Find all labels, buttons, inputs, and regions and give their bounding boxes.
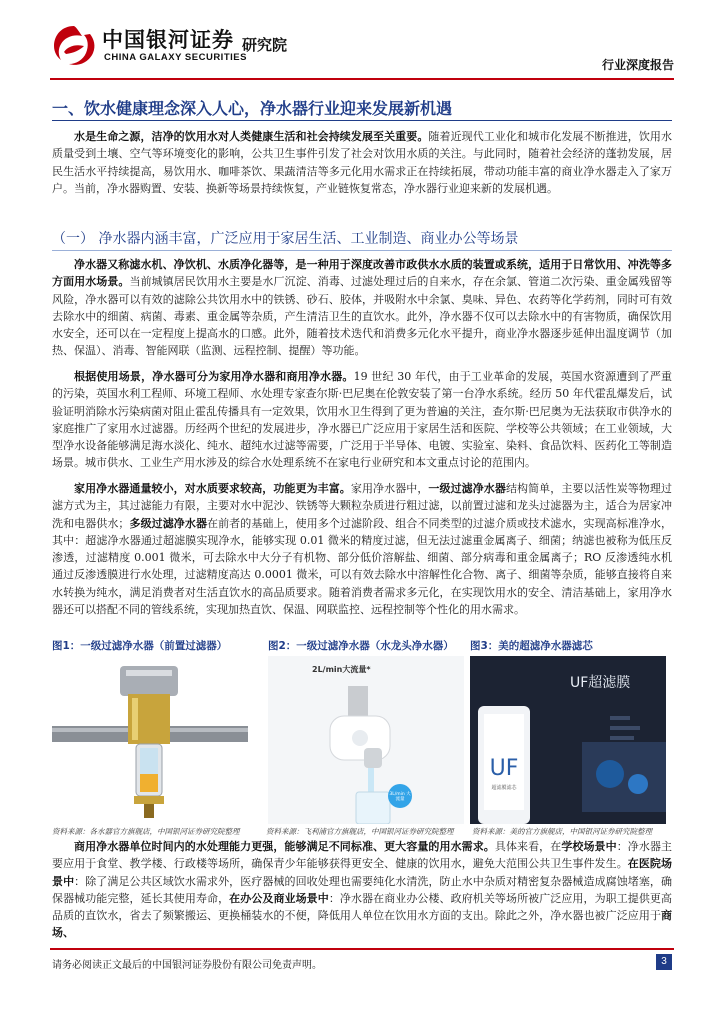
company-name-cn: 中国银河证券 <box>102 28 234 52</box>
paragraph-commercial <box>52 838 672 942</box>
paragraph-commercial-bold2: 学校场景中 <box>561 840 617 853</box>
footer-disclaimer: 请务必阅读正文最后的中国银河证券股份有限公司免责声明。 <box>52 960 322 971</box>
header-divider <box>50 78 674 80</box>
report-type: 行业深度报告 <box>601 58 674 72</box>
figure3-label: 图3：美的超滤净水器滤芯 <box>470 640 593 652</box>
faucet-filter-illustration <box>268 656 464 824</box>
paragraph-history <box>52 368 672 472</box>
paragraph-commercial-text1: 具体来看，在 <box>494 840 562 853</box>
paragraph-household-bold2: 一级过滤净水器 <box>428 482 506 495</box>
page-header <box>50 18 674 76</box>
paragraph-intro-lead: 水是生命之源，洁净的饮用水对人类健康生活和社会持续发展至关重要。 <box>74 130 429 143</box>
paragraph-commercial-lead: 商用净水器单位时间内的水处理能力更强，能够满足不同标准、更大容量的用水需求。 <box>74 840 495 853</box>
paragraph-household-lead: 家用净水器通量较小，对水质要求较高，功能更为丰富。 <box>74 482 351 495</box>
figure2-image <box>268 656 464 824</box>
subsection-title: （一） 净水器内涵丰富，广泛应用于家居生活、工业制造、商业办公等场景 <box>52 231 519 247</box>
figure2-flow-badge: 3L/min 大流量 <box>389 792 411 802</box>
paragraph-household-bold3: 多级过滤净水器 <box>129 516 208 530</box>
paragraph-definition-lead: 净水器又称滤水机、净饮机、水质净化器等，是一种用于深度改善市政供水水质的装置或系统，适用于日常饮用、冲洗等多方面用水场景。 <box>52 258 672 289</box>
paragraph-commercial-bold4: 在办公及商业场景中 <box>229 891 329 905</box>
paragraph-intro <box>52 128 672 197</box>
page-number: 3 <box>656 954 672 970</box>
figure1-image <box>52 656 248 824</box>
institute-label: 研究院 <box>242 36 288 54</box>
paragraph-history-body: 19 世纪 30 年代，由于工业革命的发展，英国水资源遭到了严重的污染，英国水利工程师、环境工程师、水处理专家查尔斯·巴尼奥在伦敦安装了第一台净水系统。经历 50 年代霍乱爆发后，试验证明消除水污染病菌对阻止霍乱传播具有一定效果，饮用水卫生得到了更为普遍的关注，查尔斯·巴尼奥为无法获取市供净水的家庭推广了家用水过滤器。历经两个世纪的发展进步，净水器已广泛应用于家居生活和医院、学校等公共领域；在工业领域，大型净水设备能够满足海水淡化、纯水、超纯水过滤等需要，广泛用于半导体、电镀、实验室、染料、食品饮料、医药化工等制造场景。城市供水、工业生产用水涉及的综合水处理系统不在家电行业研究和本文重点讨论的范围内。 <box>52 370 673 470</box>
company-name-en: CHINA GALAXY SECURITIES <box>104 52 247 63</box>
figure3-source: 资料来源：美的官方旗舰店，中国银河证券研究院整理 <box>472 827 652 836</box>
paragraph-household <box>52 480 672 618</box>
paragraph-history-lead: 根据使用场景，净水器可分为家用净水器和商用净水器。 <box>74 370 354 383</box>
prefilter-illustration <box>52 656 248 824</box>
figure2-caption-text: 2L/min大流量* <box>312 665 371 674</box>
footer-divider <box>50 948 674 950</box>
figure3-title-text: UF超滤膜 <box>570 675 631 691</box>
figure1-source: 资料来源：各水器官方旗舰店，中国银河证券研究院整理 <box>52 827 240 836</box>
figure3-uf-text: UF <box>489 756 519 781</box>
paragraph-definition <box>52 256 672 360</box>
uf-membrane-illustration <box>470 656 666 824</box>
paragraph-intro-body: 随着近现代工业化和城市化发展不断推进，饮用水质量受到土壤、空气等环境变化的影响，公共卫生事件引发了社会对饮用水质的关注。与此同时，随着社会经济的蓬勃发展，居民生活水平持续提高，易饮用水、咖啡茶饮、果蔬清洁等多元化用水需求正在持续拓展，带动功能丰富的商业净水器走入了家万户。当前，净水器购置、安装、换新等场景持续恢复，产业链恢复常态，净水器行业迎来新的发展机遇。 <box>52 130 673 195</box>
figure1-label: 图1：一级过滤净水器（前置过滤器） <box>52 640 228 652</box>
paragraph-commercial-bold3: 在医院场景中 <box>52 857 672 888</box>
paragraph-household-text3: 在前者的基础上，使用多个过滤阶段、组合不同类型的过滤介质或技术滤水，实现高标准净水，其中：超滤净水器通过超滤膜实现净水，能够实现 0.01 微米的精度过滤，但无法过滤重金属离子、细菌；纳滤也被称为低压反渗透，过滤精度 0.001 微米，可去除水中大分子有机物、部分低价溶解盐、细菌、部分病毒和重金属离子；RO 反渗透纯水机通过反渗透膜进行水处理，过滤精度高达 0.0001 微米，可以有效去除水中溶解性化合物、离子、细菌等杂质，能够直接将自来水转换为纯水，满足消费者对生活直饮水的高品质要求。随着消费者需求多元化，在实现饮用水的安全、清洁基础上，家用净水器还可以搭配不同的管线系统，实现加热直饮、保温、网联监控、远程控制等个性化的用水需求。 <box>52 516 673 617</box>
paragraph-commercial-text3: ：除了满足公共区域饮水需求外，医疗器械的回收处理也需要纯化水清洗，防止水中杂质对精密复杂器械造成腐蚀堵塞，确保器械功能完整，延长其使用寿命， <box>52 874 673 905</box>
galaxy-logo-icon <box>50 22 98 70</box>
subsection-divider <box>52 250 672 251</box>
paragraph-definition-body: 当前城镇居民饮用水主要是水厂沉淀、消毒、过滤处理过后的自来水，存在余氯、管道二次污染、重金属残留等风险，净水器可以有效的滤除公共饮用水中的铁锈、砂石、胶体，并吸附水中余氯、臭味、异色、农药等化学药剂，同时可有效去除水中的细菌、病菌、毒素、重金属等杂质，产生清洁卫生的直饮水。此外，净水器不仅可以去除水中的有害物质，确保饮用水安全，还可以在一定程度上提高水的口感。此外，随着技术迭代和消费多元化水平提升，商业净水器逐步延伸出温度调节（加热、保温）、消毒、智能网联（监测、远程控制、提醒）等功能。 <box>52 275 673 358</box>
paragraph-commercial-text2: ：净水器主要应用于食堂、教学楼、行政楼等场所，确保青少年能够获得更安全、健康的饮用水，避免大范围公共卫生事件发生。 <box>52 840 673 871</box>
figure2-label: 图2：一级过滤净水器（水龙头净水器） <box>268 640 454 652</box>
section-title: 一、饮水健康理念深入人心，净水器行业迎来发展新机遇 <box>52 99 453 118</box>
section-divider <box>52 120 672 121</box>
paragraph-household-text2: 结构简单，主要以活性炭等物理过滤方式为主，其过滤能力有限，主要对水中泥沙、铁锈等大颗粒杂质进行粗过滤，以前置过滤和龙头过滤器为主，适合为居家冲洗和电器供水； <box>52 482 673 530</box>
paragraph-household-text1: 家用净水器中， <box>350 482 429 495</box>
figure3-image <box>470 656 666 824</box>
figure3-label-text: 超滤膜滤芯 <box>491 785 517 791</box>
paragraph-commercial-bold5: 商场、 <box>52 909 672 940</box>
figure2-source: 资料来源：飞利浦官方旗舰店，中国银河证券研究院整理 <box>266 827 454 836</box>
paragraph-commercial-text4: ：净水器在商业办公楼、政府机关等场所被广泛应用，为职工提供更高品质的直饮水，省去了频繁搬运、更换桶装水的不便，降低用人单位在饮用水方面的支出。除此之外，净水器也被广泛应用于 <box>52 891 673 923</box>
